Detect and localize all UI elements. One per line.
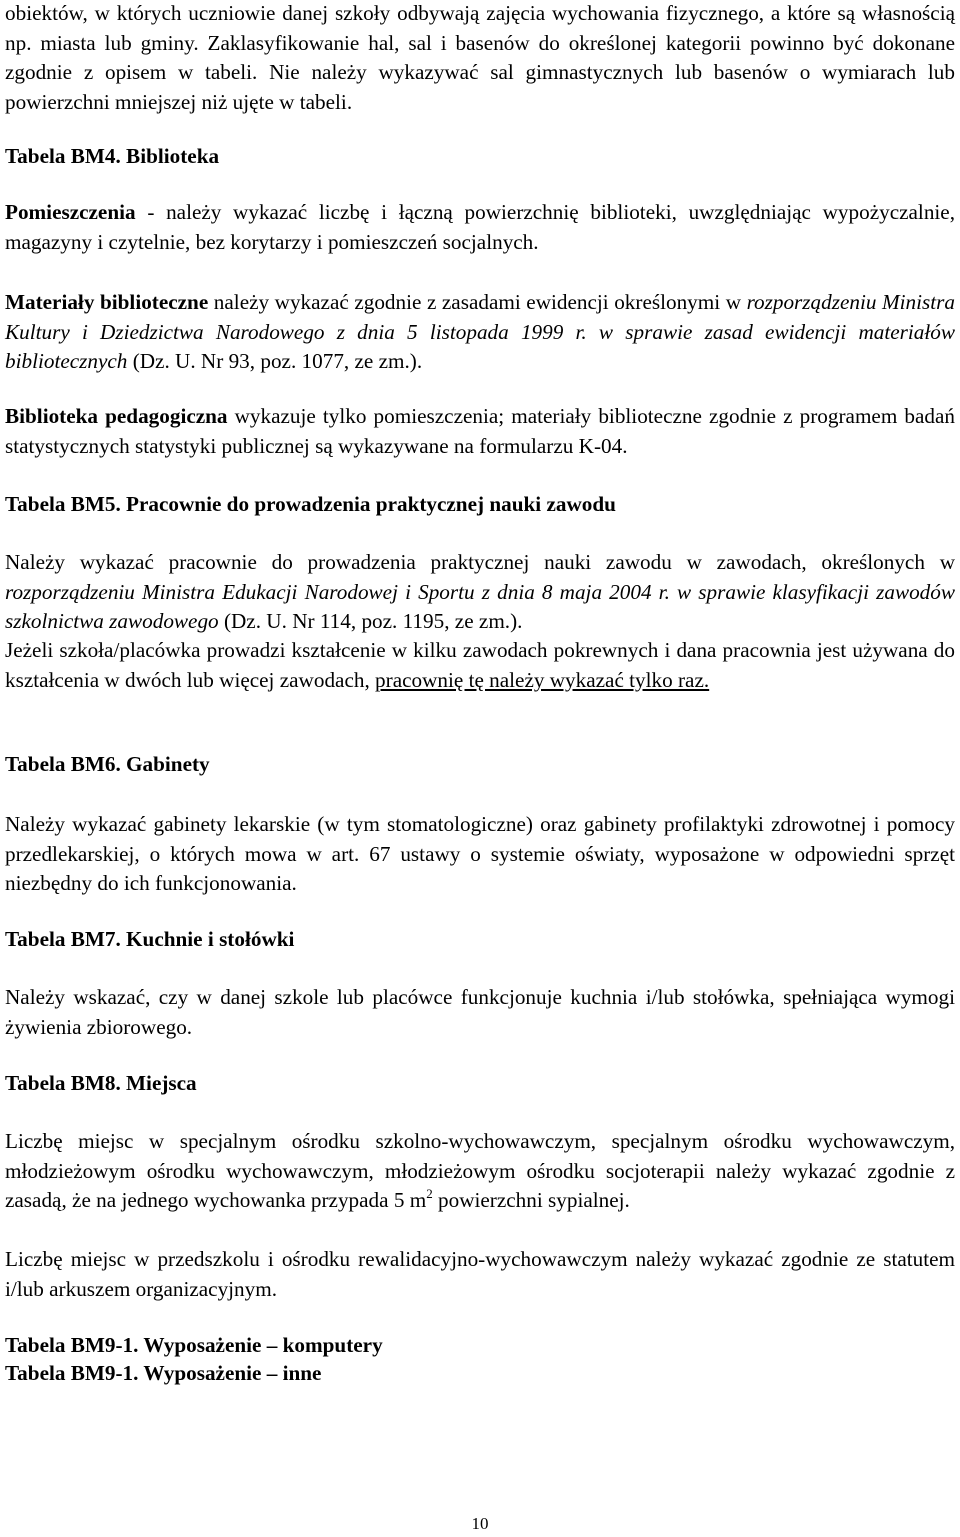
bm4-regulation-ref: (Dz. U. Nr 93, poz. 1077, ze zm.).	[127, 349, 423, 373]
bm4-text-pomieszczenia: - należy wykazać liczbę i łączną powierzchnię biblioteki, uwzględniając wypożyczalnie, magazyny i czytelnie, bez korytarzy i pomieszczeń socjalnych.	[5, 200, 955, 254]
bm5-regulation-title: rozporządzeniu Ministra Edukacji Narodowej i Sportu z dnia 8 maja 2004 r. w sprawie klasyfikacji zawodów szkolnictwa zawodowego	[5, 579, 955, 633]
bm4-text-pedagogiczna: wykazuje tylko pomieszczenia; materiały biblioteczne zgodnie z programem badań statystycznych statystyki publicznej są wykazywane na formularzu K-04.	[5, 404, 955, 458]
bm8-text-1-tail: powierzchni sypialnej.	[432, 1188, 630, 1212]
bm4-term-materialy: Materiały biblioteczne	[5, 290, 209, 314]
bm4-regulation-title: rozporządzeniu Ministra Kultury i Dziedzictwa Narodowego z dnia 5 listopada 1999 r. w sprawie zasad ewidencji materiałów bibliotecznych	[5, 290, 955, 373]
bm6-paragraph	[5, 810, 955, 899]
bm5-text-2: Jeżeli szkoła/placówka prowadzi kształcenie w kilku zawodach pokrewnych i dana pracownia jest używana do kształcenia w dwóch lub więcej zawodach,	[5, 638, 955, 692]
bm7-paragraph	[5, 983, 955, 1042]
intro-paragraph	[5, 0, 955, 117]
bm8-superscript: 2	[426, 1186, 433, 1201]
section-heading-bm7: Tabela BM7. Kuchnie i stołówki	[5, 927, 295, 951]
bm4-paragraph-pedagogiczna	[5, 402, 955, 461]
section-heading-bm9-other: Tabela BM9-1. Wyposażenie – inne	[5, 1361, 322, 1385]
bm4-text-materialy: należy wykazać zgodnie z zasadami ewidencji określonymi w	[208, 290, 747, 314]
bm5-underlined-note: pracownię tę należy wykazać tylko raz.	[375, 667, 710, 692]
page-number: 10	[471, 1514, 489, 1533]
bm4-paragraph-pomieszczenia	[5, 198, 955, 257]
section-heading-bm5: Tabela BM5. Pracownie do prowadzenia praktycznej nauki zawodu	[5, 492, 616, 516]
bm8-text-2: Liczbę miejsc w przedszkolu i ośrodku rewalidacyjno-wychowawczym należy wykazać zgodnie ze statutem i/lub arkuszem organizacyjnym.	[5, 1247, 955, 1301]
bm4-term-pomieszczenia: Pomieszczenia	[5, 200, 136, 224]
bm8-paragraph-2	[5, 1245, 955, 1304]
section-heading-bm6: Tabela BM6. Gabinety	[5, 752, 210, 776]
bm5-regulation-ref: (Dz. U. Nr 114, poz. 1195, ze zm.).	[218, 609, 523, 633]
bm8-paragraph-1	[5, 1127, 955, 1216]
section-heading-bm4: Tabela BM4. Biblioteka	[5, 144, 220, 168]
section-heading-bm8: Tabela BM8. Miejsca	[5, 1071, 197, 1095]
bm7-text: Należy wskazać, czy w danej szkole lub placówce funkcjonuje kuchnia i/lub stołówka, spełniająca wymogi żywienia zbiorowego.	[5, 985, 955, 1039]
bm5-text-1: Należy wykazać pracownie do prowadzenia praktycznej nauki zawodu w zawodach, określonych w	[5, 550, 955, 574]
bm5-paragraph-1	[5, 548, 955, 637]
bm4-paragraph-materialy	[5, 288, 955, 377]
section-heading-bm9-computers: Tabela BM9-1. Wyposażenie – komputery	[5, 1333, 383, 1357]
bm4-term-pedagogiczna: Biblioteka pedagogiczna	[5, 404, 228, 428]
bm6-text: Należy wykazać gabinety lekarskie (w tym stomatologiczne) oraz gabinety profilaktyki zdrowotnej i pomocy przedlekarskiej, o których mowa w art. 67 ustawy o systemie oświaty, wyposażone w odpowiedni sprzęt niezbędny do ich funkcjonowania.	[5, 812, 955, 895]
bm8-text-1: Liczbę miejsc w specjalnym ośrodku szkolno-wychowawczym, specjalnym ośrodku wychowawczym, młodzieżowym ośrodku wychowawczym, młodzieżowym ośrodku socjoterapii należy wykazać zgodnie z zasadą, że na jednego wychowanka przypada 5 m	[5, 1129, 955, 1212]
intro-text: obiektów, w których uczniowie danej szkoły odbywają zajęcia wychowania fizycznego, a które są własnością np. miasta lub gminy. Zaklasyfikowanie hal, sal i basenów do określonej kategorii powinno być dokonane zgodnie z opisem w tabeli. Nie należy wykazywać sal gimnastycznych lub basenów o wymiarach lub powierzchni mniejszej niż ujęte w tabeli.	[5, 1, 955, 114]
bm5-paragraph-2	[5, 636, 955, 695]
